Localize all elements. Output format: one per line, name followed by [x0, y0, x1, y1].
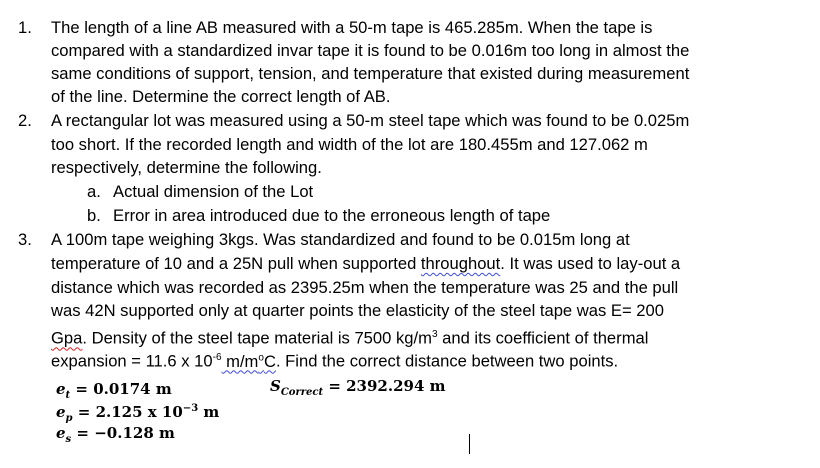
- problem-3-line-2: [51, 254, 680, 274]
- problem-2-line-2: too short. If the recorded length and width of the lot are 180.455m and 127.062 m: [51, 135, 648, 154]
- problem-2-number: 2.: [18, 111, 32, 130]
- s-subscript: Correct: [280, 387, 324, 398]
- problem-3-line-3: distance which was recorded as 2395.25m when the temperature was 25 and the pull: [51, 278, 679, 297]
- expansion-unit: [222, 352, 276, 371]
- problem-3-line-2-end: . It was used to lay-out a: [500, 254, 681, 273]
- subitem-a-marker: a.: [87, 182, 101, 201]
- et-symbol: e: [56, 380, 66, 398]
- problem-1-line-2: compared with a standardized invar tape it is found to be 0.016m too long in almost the: [51, 41, 690, 60]
- problem-1-number: 1.: [18, 18, 32, 37]
- problem-3-line-5-mid: . Density of the steel tape material is 7500 kg/m: [82, 328, 432, 348]
- problem-3-line-6: [51, 348, 618, 372]
- problem-1-line-4: of the line. Determine the correct length of AB.: [51, 87, 391, 106]
- problem-3-line-6-end: . Find the correct distance between two points.: [275, 351, 619, 371]
- subitem-a-text: Actual dimension of the Lot: [113, 182, 314, 201]
- subitem-b-marker: b.: [87, 206, 101, 225]
- unit-m-per-m: m/m: [221, 351, 259, 371]
- es-subscript: s: [65, 434, 72, 445]
- s-correct-value: = 2392.294 m: [323, 377, 446, 395]
- es-value: = −0.128 m: [76, 424, 175, 442]
- expansion-exponent: -6: [212, 352, 222, 363]
- problem-3-number: 3.: [18, 230, 32, 249]
- problem-1-line-3: same conditions of support, tension, and temperature that existed during measurement: [51, 64, 690, 83]
- unit-celsius: C: [263, 351, 276, 371]
- ep-exponent: −3: [182, 403, 199, 414]
- problem-2-line-1: A rectangular lot was measured using a 50-m steel tape which was found to be 0.025m: [51, 111, 690, 130]
- problem-3-line-5-end: and its coefficient of thermal: [437, 328, 649, 348]
- problem-2-line-3: respectively, determine the following.: [51, 158, 322, 177]
- s-symbol: S: [270, 377, 281, 395]
- cubic-exponent: 3: [431, 329, 438, 340]
- subitem-b-text: Error in area introduced due to the erroneous length of tape: [113, 206, 551, 225]
- problem-3-line-5: [51, 325, 648, 349]
- et-subscript: t: [65, 390, 71, 401]
- ep-symbol: e: [56, 403, 66, 421]
- es-symbol: e: [56, 424, 66, 442]
- expansion-label: expansion = 11.6 x 10: [51, 351, 213, 371]
- problem-3-line-1: A 100m tape weighing 3kgs. Was standardized and found to be 0.015m long at: [51, 230, 630, 249]
- problem-3-line-4: was 42N supported only at quarter points the elasticity of the steel tape was E= 200: [51, 301, 664, 320]
- text-cursor[interactable]: [469, 434, 470, 454]
- word-throughout: throughout: [420, 254, 501, 273]
- problem-3-line-2-start: temperature of 10 and a 25N pull when supported: [51, 254, 421, 273]
- ep-unit: m: [198, 403, 220, 421]
- word-gpa: Gpa: [51, 328, 83, 348]
- problem-1-line-1: The length of a line AB measured with a 50-m tape is 465.285m. When the tape is: [51, 18, 653, 37]
- answer-es: [56, 424, 175, 449]
- answer-s-correct: [270, 377, 445, 402]
- ep-subscript: p: [65, 413, 73, 424]
- et-value: = 0.0174 m: [75, 380, 172, 398]
- degree-mark: o: [258, 352, 264, 363]
- ep-value: = 2.125 x 10: [77, 403, 183, 421]
